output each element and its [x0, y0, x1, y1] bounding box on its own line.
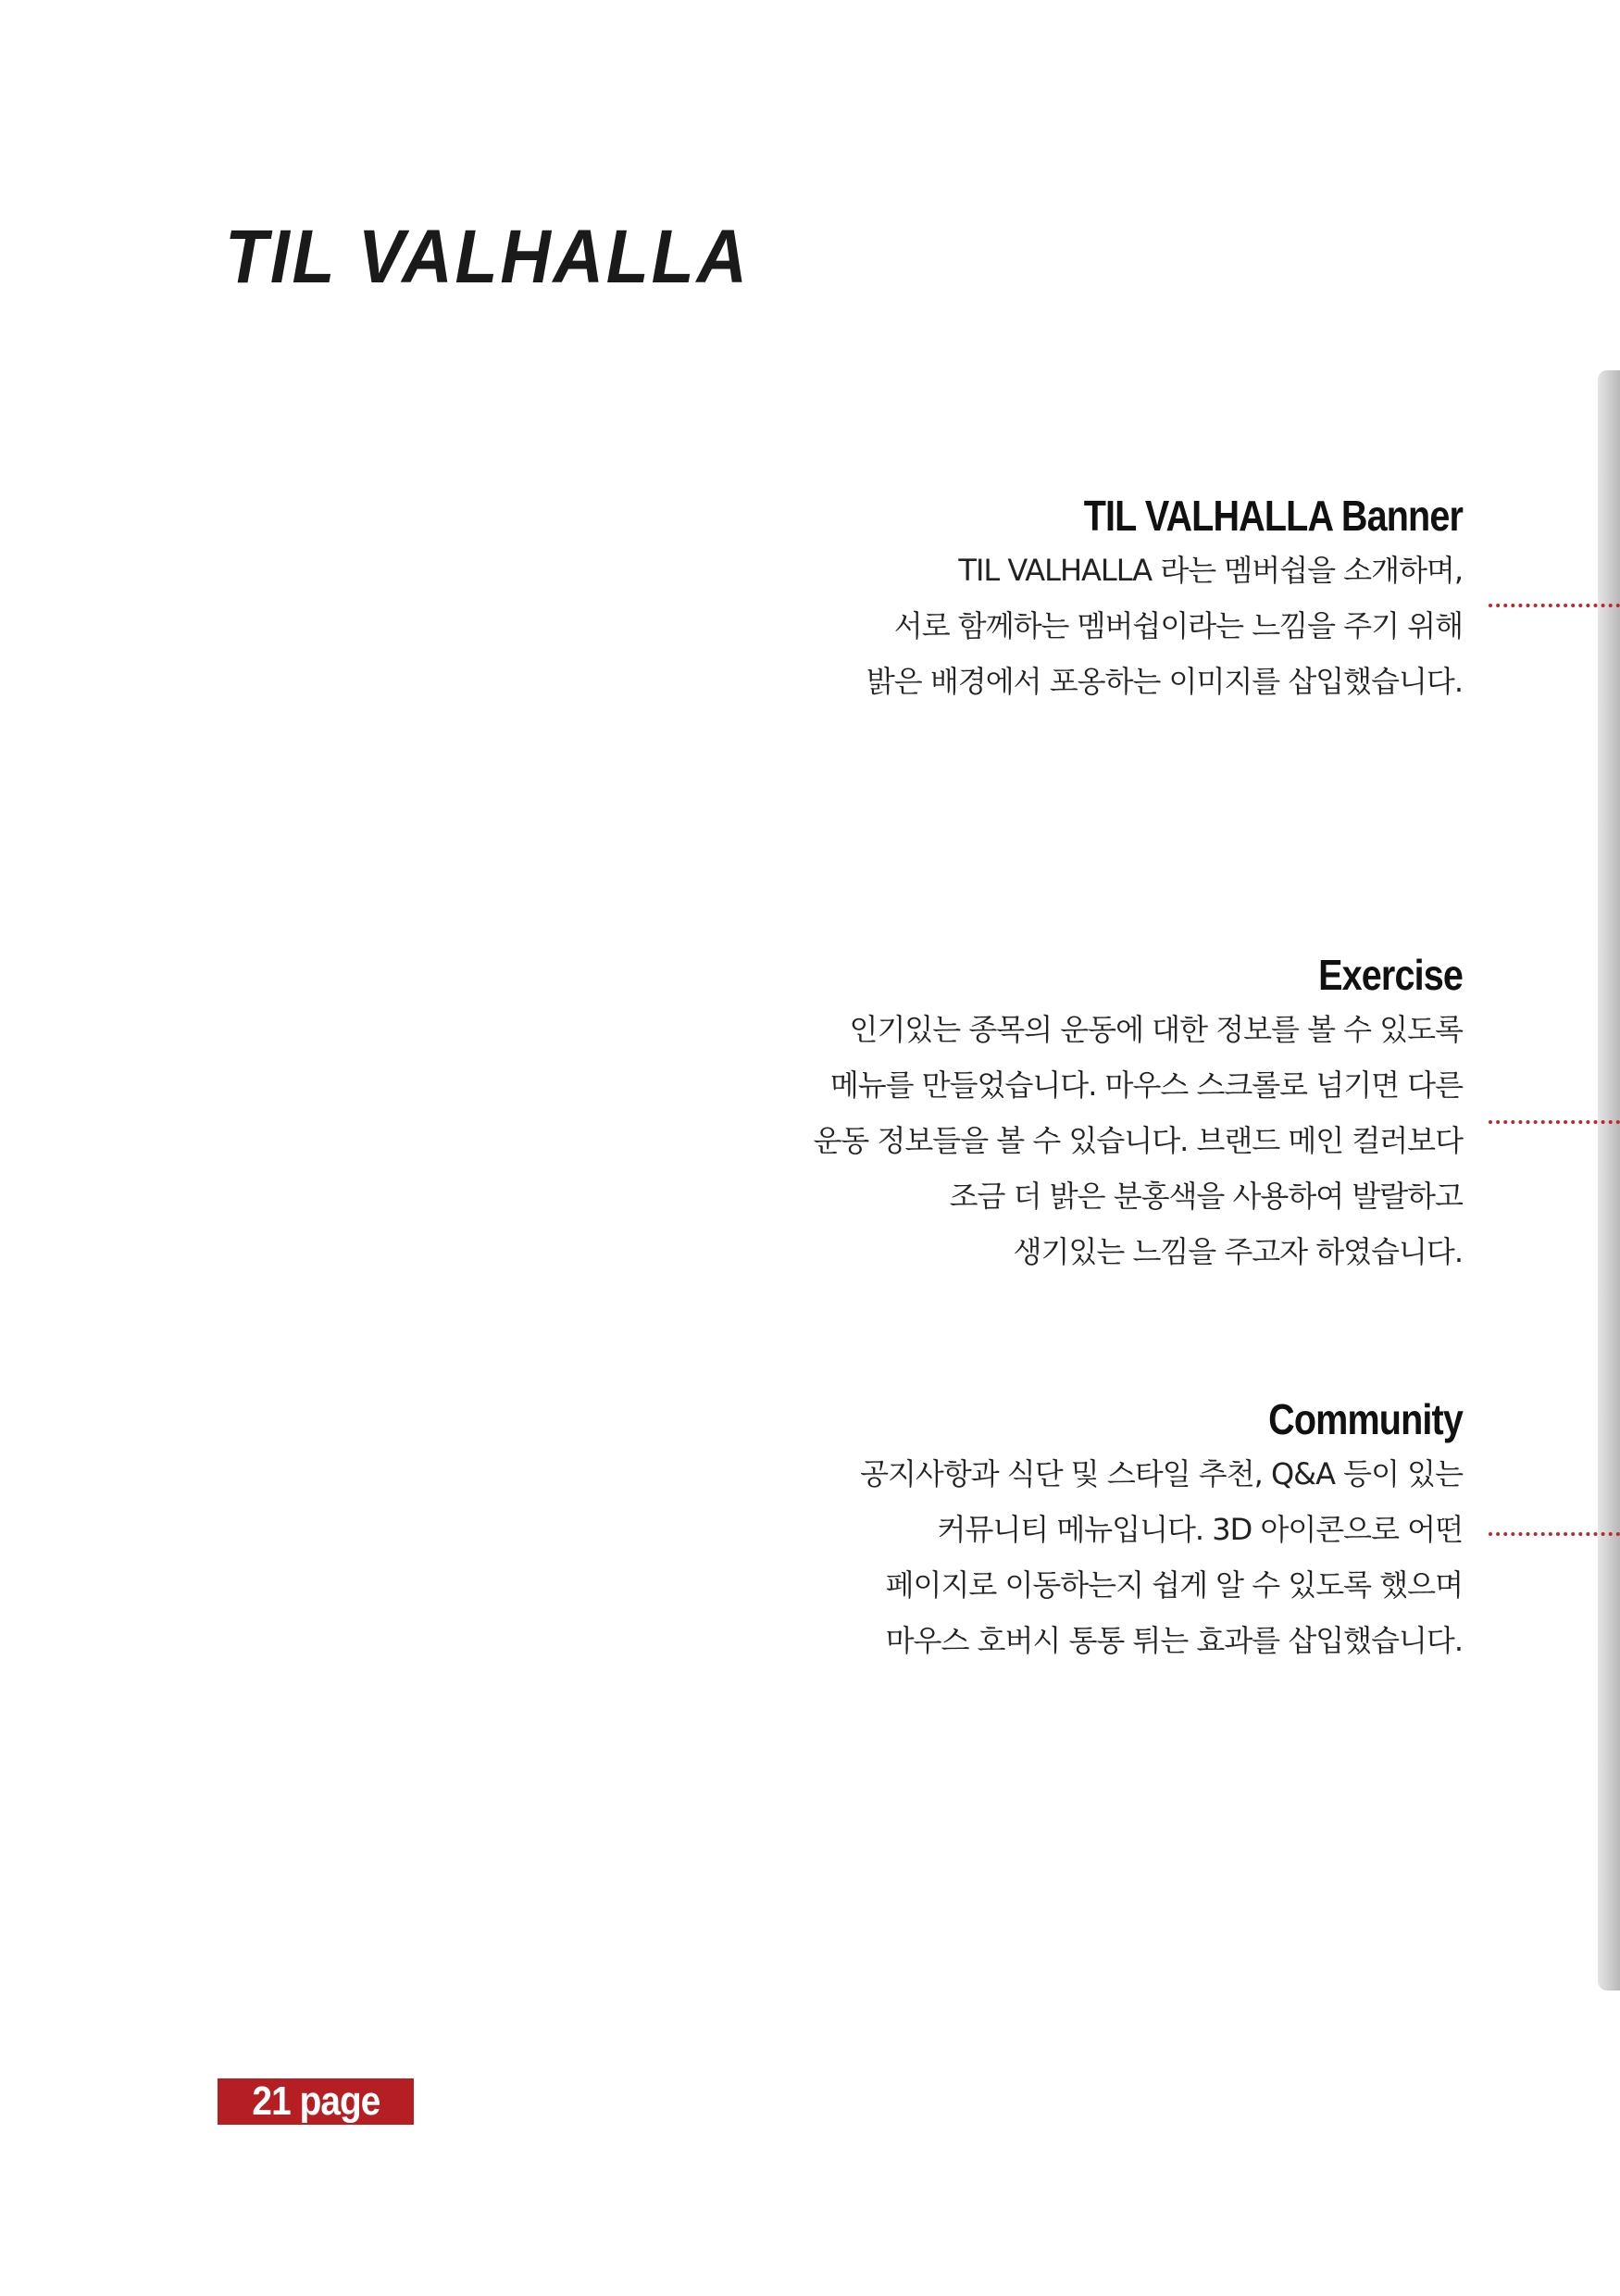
page-number-label: 21 page — [251, 2078, 380, 2124]
page-number-badge — [218, 2078, 414, 2125]
description-line: 마우스 호버시 통통 튀는 효과를 삽입했습니다. — [885, 1623, 1463, 1658]
description-line: 밝은 배경에서 포옹하는 이미지를 삽입했습니다. — [866, 664, 1463, 699]
description-line: 서로 함께하는 멤버쉽이라는 느낌을 주기 위해 — [893, 608, 1463, 643]
section-description — [537, 543, 1463, 709]
description-line: 조금 더 밝은 분홍색을 사용하여 발랄하고 — [949, 1179, 1463, 1214]
page-edge-shadow — [1598, 370, 1620, 1990]
page-title: TIL VALHALLA — [225, 215, 750, 299]
dotted-connector-line — [1489, 1120, 1620, 1124]
section-heading: Exercise — [1318, 951, 1463, 999]
description-line: TIL VALHALLA 라는 멤버쉽을 소개하며, — [958, 553, 1463, 588]
description-line: 페이지로 이동하는지 쉽게 알 수 있도록 했으며 — [885, 1567, 1463, 1603]
description-line: 공지사항과 식단 및 스타일 추천, Q&A 등이 있는 — [860, 1456, 1463, 1491]
section-description — [537, 1446, 1463, 1668]
section-banner — [537, 489, 1463, 709]
section-exercise — [537, 948, 1463, 1279]
section-heading: TIL VALHALLA Banner — [1083, 492, 1463, 540]
description-line: 인기있는 종목의 운동에 대한 정보를 볼 수 있도록 — [849, 1012, 1463, 1047]
description-line: 운동 정보들을 볼 수 있습니다. 브랜드 메인 컬러보다 — [813, 1123, 1463, 1158]
dotted-connector-line — [1489, 1532, 1620, 1536]
section-community — [537, 1392, 1463, 1668]
section-heading: Community — [1268, 1395, 1463, 1443]
description-line: 메뉴를 만들었습니다. 마우스 스크롤로 넘기면 다른 — [829, 1067, 1463, 1103]
section-description — [537, 1002, 1463, 1279]
description-line: 생기있는 느낌을 주고자 하였습니다. — [1013, 1234, 1463, 1269]
dotted-connector-line — [1489, 604, 1620, 607]
description-line: 커뮤니티 메뉴입니다. 3D 아이콘으로 어떤 — [937, 1512, 1463, 1547]
